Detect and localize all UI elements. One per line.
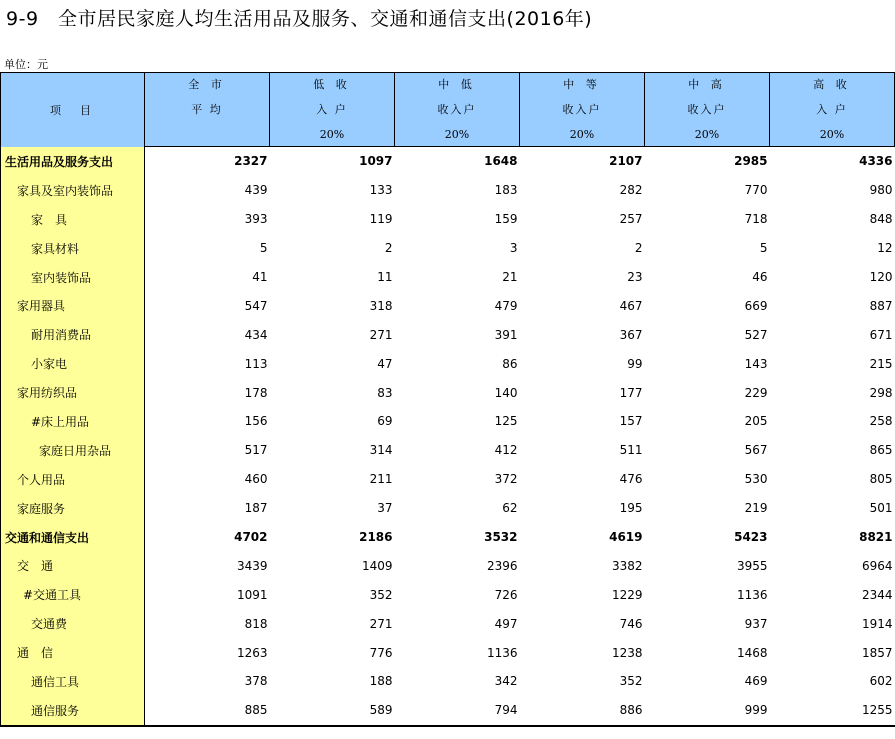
row-label: 个人用品 xyxy=(1,465,145,494)
cell-value: 229 xyxy=(744,385,768,400)
row-label: 通信工具 xyxy=(1,667,145,696)
cell-value: 21 xyxy=(502,270,518,284)
cell-value: 3439 xyxy=(236,558,268,573)
header-col-6-line3: 20% xyxy=(770,123,895,147)
cell-value: 3955 xyxy=(736,558,768,573)
table-row xyxy=(1,291,895,320)
cell-value: 352 xyxy=(369,587,393,602)
cell-value: 517 xyxy=(244,443,268,458)
cell-value: 1229 xyxy=(611,587,643,602)
row-label: 交通费 xyxy=(1,609,145,638)
cell-value: 434 xyxy=(244,327,268,342)
cell-value: 391 xyxy=(494,327,518,342)
row-label: 通信服务 xyxy=(1,696,145,726)
cell-value: 372 xyxy=(494,472,518,487)
cell-value: 2107 xyxy=(609,154,643,169)
cell-value: 156 xyxy=(244,414,268,429)
row-label: 耐用消费品 xyxy=(1,320,145,349)
header-col-2-line1: 低 收 xyxy=(270,73,395,96)
cell-value: 11 xyxy=(377,270,393,284)
cell-value: 776 xyxy=(369,645,393,660)
cell-value: 314 xyxy=(369,443,393,458)
table-row xyxy=(1,205,895,234)
cell-value: 746 xyxy=(619,616,643,631)
table-row xyxy=(1,263,895,292)
table-header xyxy=(1,73,895,147)
cell-value: 479 xyxy=(494,298,518,313)
cell-value: 547 xyxy=(244,298,268,313)
table-row xyxy=(1,667,895,696)
header-col-1-line3 xyxy=(145,123,270,147)
cell-value: 3382 xyxy=(611,558,643,573)
cell-value: 69 xyxy=(377,414,393,429)
cell-value: 980 xyxy=(869,183,893,198)
header-col-6-line1: 高 收 xyxy=(770,73,895,96)
cell-value: 99 xyxy=(627,356,643,371)
row-label: 交 通 xyxy=(1,551,145,580)
row-label: 生活用品及服务支出 xyxy=(1,147,145,176)
cell-value: 885 xyxy=(145,696,270,726)
cell-value: 2 xyxy=(384,241,393,256)
row-label: 家 具 xyxy=(1,205,145,234)
cell-value: 125 xyxy=(494,414,518,429)
cell-value: 177 xyxy=(619,385,643,400)
cell-value: 393 xyxy=(244,212,268,227)
cell-value: 887 xyxy=(869,298,893,313)
cell-value: 501 xyxy=(869,501,893,516)
cell-value: 367 xyxy=(619,327,643,342)
table-row xyxy=(1,407,895,436)
cell-value: 271 xyxy=(369,616,393,631)
cell-value: 178 xyxy=(244,385,268,400)
cell-value: 133 xyxy=(369,183,393,198)
cell-value: 602 xyxy=(869,674,893,689)
cell-value: 41 xyxy=(252,270,268,284)
cell-value: 342 xyxy=(494,674,518,689)
cell-value: 1263 xyxy=(236,645,268,660)
cell-value: 497 xyxy=(494,616,518,631)
cell-value: 726 xyxy=(494,587,518,602)
page-title: 9-9 全市居民家庭人均生活用品及服务、交通和通信支出(2016年) xyxy=(6,8,593,30)
cell-value: 157 xyxy=(619,414,643,429)
table-row xyxy=(1,609,895,638)
table-row xyxy=(1,378,895,407)
cell-value: 271 xyxy=(369,327,393,342)
cell-value: 83 xyxy=(377,385,393,400)
cell-value: 1409 xyxy=(361,558,393,573)
table-row xyxy=(1,523,895,552)
cell-value: 188 xyxy=(369,674,393,689)
cell-value: 1857 xyxy=(861,645,893,660)
cell-value: 1914 xyxy=(861,616,893,631)
header-col-1-line1: 全 市 xyxy=(145,73,270,96)
cell-value: 3532 xyxy=(484,530,518,545)
cell-value: 3 xyxy=(509,241,518,256)
cell-value: 2 xyxy=(634,241,643,256)
cell-value: 215 xyxy=(869,356,893,371)
cell-value: 282 xyxy=(619,183,643,198)
cell-value: 8821 xyxy=(859,530,893,545)
cell-value: 62 xyxy=(502,501,518,516)
cell-value: 669 xyxy=(744,298,768,313)
cell-value: 140 xyxy=(494,385,518,400)
cell-value: 4336 xyxy=(859,154,893,169)
cell-value: 183 xyxy=(494,183,518,198)
cell-value: 1648 xyxy=(484,154,518,169)
header-col-3-line1: 中 低 xyxy=(395,73,520,96)
cell-value: 2985 xyxy=(734,154,768,169)
header-col-3-line3: 20% xyxy=(395,123,520,147)
row-label: 小家电 xyxy=(1,349,145,378)
cell-value: 211 xyxy=(369,472,393,487)
header-col-4-line2: 收入户 xyxy=(520,95,645,123)
table-row xyxy=(1,580,895,609)
cell-value: 770 xyxy=(744,183,768,198)
cell-value: 671 xyxy=(869,327,893,342)
cell-value: 257 xyxy=(619,212,643,227)
cell-value: 205 xyxy=(744,414,768,429)
header-col-5-line2: 收入户 xyxy=(645,95,770,123)
cell-value: 5 xyxy=(759,241,768,256)
cell-value: 46 xyxy=(752,270,768,284)
header-col-4-line3: 20% xyxy=(520,123,645,147)
cell-value: 865 xyxy=(869,443,893,458)
cell-value: 805 xyxy=(869,472,893,487)
table-row xyxy=(1,147,895,176)
cell-value: 23 xyxy=(627,270,643,284)
header-col-6-line2: 入 户 xyxy=(770,95,895,123)
table-row xyxy=(1,436,895,465)
cell-value: 1468 xyxy=(736,645,768,660)
cell-value: 195 xyxy=(619,501,643,516)
cell-value: 412 xyxy=(494,443,518,458)
row-label: 通 信 xyxy=(1,638,145,667)
header-col-5-line1: 中 高 xyxy=(645,73,770,96)
cell-value: 467 xyxy=(619,298,643,313)
row-label: 家具及室内装饰品 xyxy=(1,176,145,205)
cell-value: 1097 xyxy=(359,154,393,169)
header-col-1-line2: 平 均 xyxy=(145,95,270,123)
cell-value: 530 xyxy=(744,472,768,487)
cell-value: 1136 xyxy=(736,587,768,602)
cell-value: 37 xyxy=(377,501,393,516)
header-col-3-line2: 收入户 xyxy=(395,95,520,123)
cell-value: 1255 xyxy=(770,696,895,726)
row-label: #床上用品 xyxy=(1,407,145,436)
cell-value: 818 xyxy=(244,616,268,631)
row-label: 家用纺织品 xyxy=(1,378,145,407)
row-label: 室内装饰品 xyxy=(1,263,145,292)
cell-value: 159 xyxy=(494,212,518,227)
row-label: 家具材料 xyxy=(1,234,145,263)
cell-value: 378 xyxy=(244,674,268,689)
cell-value: 1091 xyxy=(236,587,268,602)
cell-value: 439 xyxy=(244,183,268,198)
cell-value: 2186 xyxy=(359,530,393,545)
table-row xyxy=(1,320,895,349)
cell-value: 4619 xyxy=(609,530,643,545)
cell-value: 6964 xyxy=(861,558,893,573)
cell-value: 718 xyxy=(744,212,768,227)
table-row xyxy=(1,638,895,667)
cell-value: 937 xyxy=(744,616,768,631)
expenditure-table xyxy=(0,72,895,727)
row-label: 交通和通信支出 xyxy=(1,523,145,552)
table-row xyxy=(1,349,895,378)
row-label: #交通工具 xyxy=(1,580,145,609)
cell-value: 476 xyxy=(619,472,643,487)
cell-value: 527 xyxy=(744,327,768,342)
cell-value: 2344 xyxy=(861,587,893,602)
cell-value: 1238 xyxy=(611,645,643,660)
header-col-4-line1: 中 等 xyxy=(520,73,645,96)
cell-value: 794 xyxy=(395,696,520,726)
cell-value: 999 xyxy=(645,696,770,726)
table-row xyxy=(1,176,895,205)
header-col-2-line3: 20% xyxy=(270,123,395,147)
cell-value: 113 xyxy=(244,356,268,371)
row-label: 家用器具 xyxy=(1,291,145,320)
header-col-5-line3: 20% xyxy=(645,123,770,147)
row-label: 家庭日用杂品 xyxy=(1,436,145,465)
header-item: 项 目 xyxy=(1,73,145,147)
cell-value: 886 xyxy=(520,696,645,726)
cell-value: 318 xyxy=(369,298,393,313)
table-row xyxy=(1,696,895,726)
cell-value: 848 xyxy=(869,212,893,227)
table-body xyxy=(1,147,895,726)
unit-label: 单位：元 xyxy=(4,58,48,71)
cell-value: 511 xyxy=(619,443,643,458)
cell-value: 120 xyxy=(869,270,893,284)
table-row xyxy=(1,494,895,523)
cell-value: 352 xyxy=(619,674,643,689)
table-row xyxy=(1,234,895,263)
cell-value: 12 xyxy=(877,241,893,256)
cell-value: 1136 xyxy=(486,645,518,660)
cell-value: 298 xyxy=(869,385,893,400)
cell-value: 219 xyxy=(744,501,768,516)
cell-value: 187 xyxy=(244,501,268,516)
cell-value: 119 xyxy=(369,212,393,227)
cell-value: 5423 xyxy=(734,530,768,545)
header-col-2-line2: 入 户 xyxy=(270,95,395,123)
cell-value: 86 xyxy=(502,356,518,371)
cell-value: 469 xyxy=(744,674,768,689)
cell-value: 4702 xyxy=(234,530,268,545)
cell-value: 589 xyxy=(270,696,395,726)
row-label: 家庭服务 xyxy=(1,494,145,523)
cell-value: 5 xyxy=(259,241,268,256)
cell-value: 143 xyxy=(744,356,768,371)
cell-value: 460 xyxy=(244,472,268,487)
cell-value: 2396 xyxy=(486,558,518,573)
cell-value: 258 xyxy=(869,414,893,429)
cell-value: 47 xyxy=(377,356,393,371)
cell-value: 2327 xyxy=(234,154,268,169)
table-row xyxy=(1,465,895,494)
table-row xyxy=(1,551,895,580)
cell-value: 567 xyxy=(744,443,768,458)
